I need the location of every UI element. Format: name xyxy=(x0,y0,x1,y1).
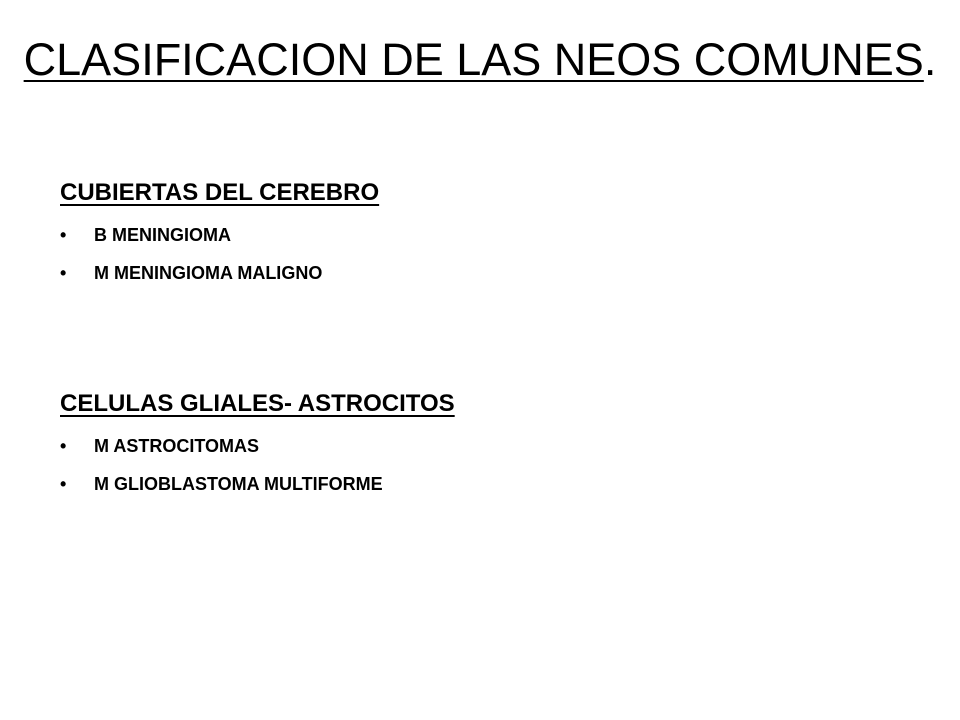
section-meninges xyxy=(60,178,920,284)
list-item-text: M MENINGIOMA MALIGNO xyxy=(94,263,323,283)
bullet-list xyxy=(60,224,920,284)
list-item-text: M ASTROCITOMAS xyxy=(94,436,259,456)
slide-title-text: CLASIFICACION DE LAS NEOS COMUNES xyxy=(23,34,924,85)
list-item xyxy=(60,224,920,246)
slide-title xyxy=(0,30,960,90)
bullet-icon: • xyxy=(60,474,67,494)
list-item xyxy=(60,262,920,284)
section-heading: CUBIERTAS DEL CEREBRO xyxy=(60,179,380,206)
list-item xyxy=(60,473,920,495)
bullet-icon: • xyxy=(60,436,67,456)
list-item-text: B MENINGIOMA xyxy=(94,225,231,245)
bullet-icon: • xyxy=(60,225,67,245)
section-glial-cells xyxy=(60,389,920,495)
list-item xyxy=(60,435,920,457)
bullet-icon: • xyxy=(60,263,67,283)
list-item-text: M GLIOBLASTOMA MULTIFORME xyxy=(94,474,383,494)
slide-title-period: . xyxy=(923,34,937,85)
bullet-list xyxy=(60,435,920,495)
section-heading: CELULAS GLIALES- ASTROCITOS xyxy=(60,390,455,417)
